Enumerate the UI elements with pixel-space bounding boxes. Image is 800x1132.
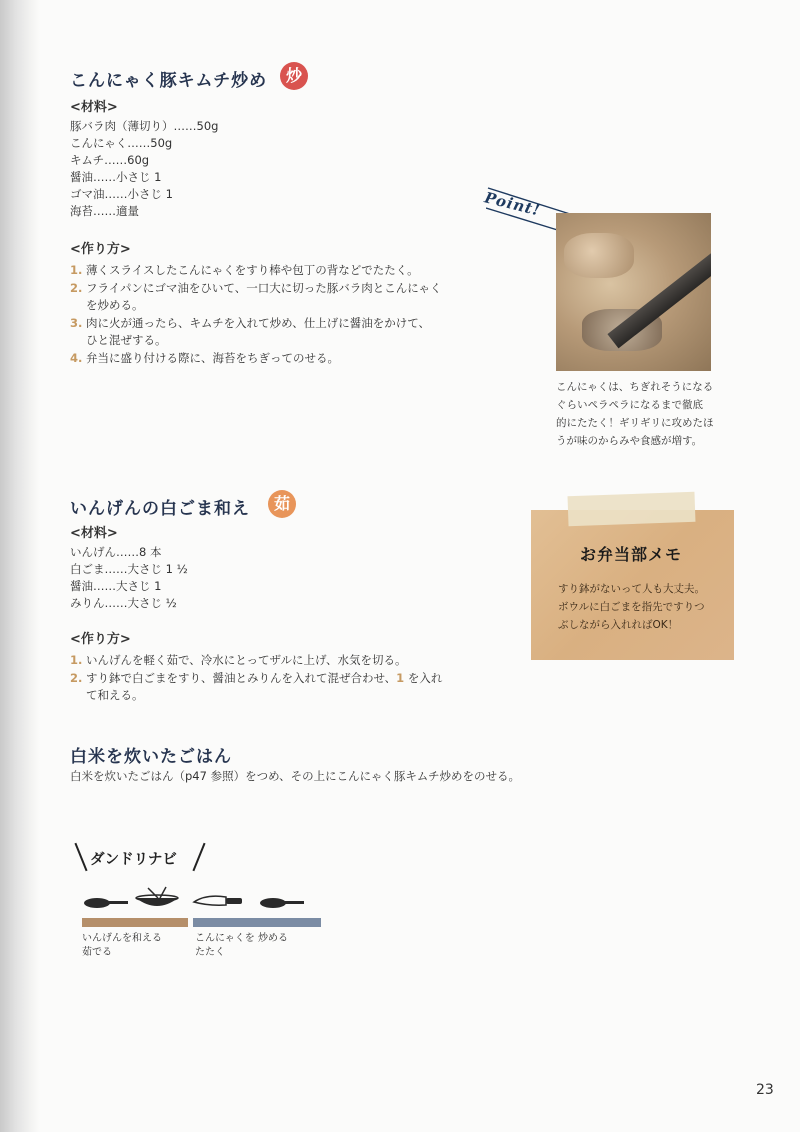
frying-pan-icon (258, 890, 306, 912)
step-number: 1. (70, 263, 83, 277)
step-text-continued: ひと混ぜする。 (86, 333, 167, 347)
step-text-continued: を炒める。 (86, 298, 144, 312)
step-number: 2. (70, 670, 83, 685)
ingredient-item: ゴマ油……小さじ 1 (70, 187, 173, 201)
rice-text: 白米を炊いたごはん（p47 参照）をつめ、その上にこんにゃく豚キムチ炒めをのせる。 (70, 769, 521, 783)
navi-slash-right (192, 843, 205, 872)
ingredient-item: 白ごま……大さじ 1 ½ (70, 562, 188, 576)
stir-fry-badge-icon: 炒 (280, 62, 308, 90)
recipe2-title: いんげんの白ごま和え (70, 499, 250, 519)
navi-label-line: こんにゃくを (195, 933, 255, 944)
step-text: いんげんを軽く茹で、冷水にとってザルに上げ、水気を切る。 (86, 653, 407, 667)
caption-line: ぐらいペラペラになるまで徹底 (556, 399, 703, 411)
step-text: 弁当に盛り付ける際に、海苔をちぎってのせる。 (86, 350, 339, 365)
recipe1-method-heading: <作り方> (70, 242, 131, 257)
step-row (70, 670, 442, 688)
step-number: 4. (70, 350, 83, 365)
recipe2-method-heading: <作り方> (70, 632, 131, 647)
navi-bar-inguen (82, 918, 188, 927)
navi-label-line: たたく (195, 947, 225, 958)
ingredient-item: こんにゃく……50g (70, 136, 173, 150)
recipe2-ingredients-heading: <材料> (70, 526, 118, 541)
navi-label-line: 和える (132, 933, 162, 944)
memo-line: ぶしながら入れればOK！ (558, 619, 679, 631)
recipe1-ingredients-list (70, 118, 218, 220)
step-reference: 1 (396, 670, 405, 685)
step-text: 薄くスライスしたこんにゃくをすり棒や包丁の背などでたたく。 (86, 263, 419, 277)
point-label: Point! (482, 188, 543, 220)
step-row (70, 262, 441, 280)
frying-pan-icon (82, 890, 130, 912)
navi-label-line: いんげんを (82, 933, 132, 944)
ingredient-item: 醤油……小さじ 1 (70, 170, 162, 184)
ingredient-item: いんげん……8 本 (70, 545, 162, 559)
recipe2-ingredients-list (70, 544, 188, 612)
page-gutter-shadow (0, 0, 40, 1132)
ingredient-item: 豚バラ肉（薄切り）……50g (70, 119, 219, 133)
step-text: フライパンにゴマ油をひいて、一口大に切った豚バラ肉とこんにゃく (86, 280, 442, 295)
recipe1-steps (70, 262, 441, 367)
ingredient-item: 醤油……大さじ 1 (70, 579, 162, 593)
caption-line: うが味のからみや食感が増す。 (556, 435, 703, 447)
step-number: 3. (70, 315, 83, 330)
boil-badge-icon: 茹 (268, 490, 296, 518)
mixing-bowl-icon (132, 884, 182, 912)
step-text: 肉に火が通ったら、キムチを入れて炒め、仕上げに醤油をかけて、 (86, 315, 430, 330)
step-text-part: すり鉢で白ごまをすり、醤油とみりんを入れて混ぜ合わせ、 (86, 670, 397, 685)
memo-title: お弁当部メモ (580, 545, 683, 564)
navi-label-line: 炒める (258, 933, 288, 944)
navi-slash-left (74, 843, 87, 872)
navi-bar-konnyaku (193, 918, 321, 927)
konnyaku-photo (556, 213, 711, 371)
recipe2-steps (70, 652, 442, 705)
step-text-part: を入れ (404, 670, 443, 685)
ingredient-item: 海苔……適量 (70, 204, 139, 218)
masking-tape (568, 492, 696, 526)
navi-step-label (195, 932, 255, 960)
navi-step-label (258, 932, 288, 946)
step-row (70, 350, 441, 368)
step-number: 1. (70, 653, 83, 667)
step-row (70, 315, 441, 333)
page-number: 23 (756, 1082, 774, 1098)
recipe1-ingredients-heading: <材料> (70, 100, 118, 115)
rice-title: 白米を炊いたごはん (70, 747, 232, 767)
step-text-continued: て和える。 (86, 688, 144, 702)
ingredient-item: キムチ……60g (70, 153, 150, 167)
memo-body (558, 580, 705, 634)
navi-step-label (82, 932, 132, 960)
caption-line: こんにゃくは、ちぎれそうになる (556, 381, 714, 393)
memo-line: すり鉢がないって人も大丈夫。 (558, 583, 705, 595)
step-row (70, 652, 442, 670)
step-row (70, 280, 441, 298)
point-caption (556, 378, 714, 450)
navi-label-line: 茹でる (82, 947, 112, 958)
recipe1-title: こんにゃく豚キムチ炒め (70, 71, 268, 91)
memo-line: ボウルに白ごまを指先ですりつ (558, 601, 705, 613)
navi-title: ダンドリナビ (90, 852, 177, 868)
navi-step-label (132, 932, 162, 946)
caption-line: 的にたたく！ギリギリに攻めたほ (556, 417, 714, 429)
step-number: 2. (70, 280, 83, 295)
ingredient-item: みりん……大さじ ½ (70, 596, 177, 610)
step-text (86, 670, 442, 688)
kitchen-knife-icon (192, 890, 244, 912)
